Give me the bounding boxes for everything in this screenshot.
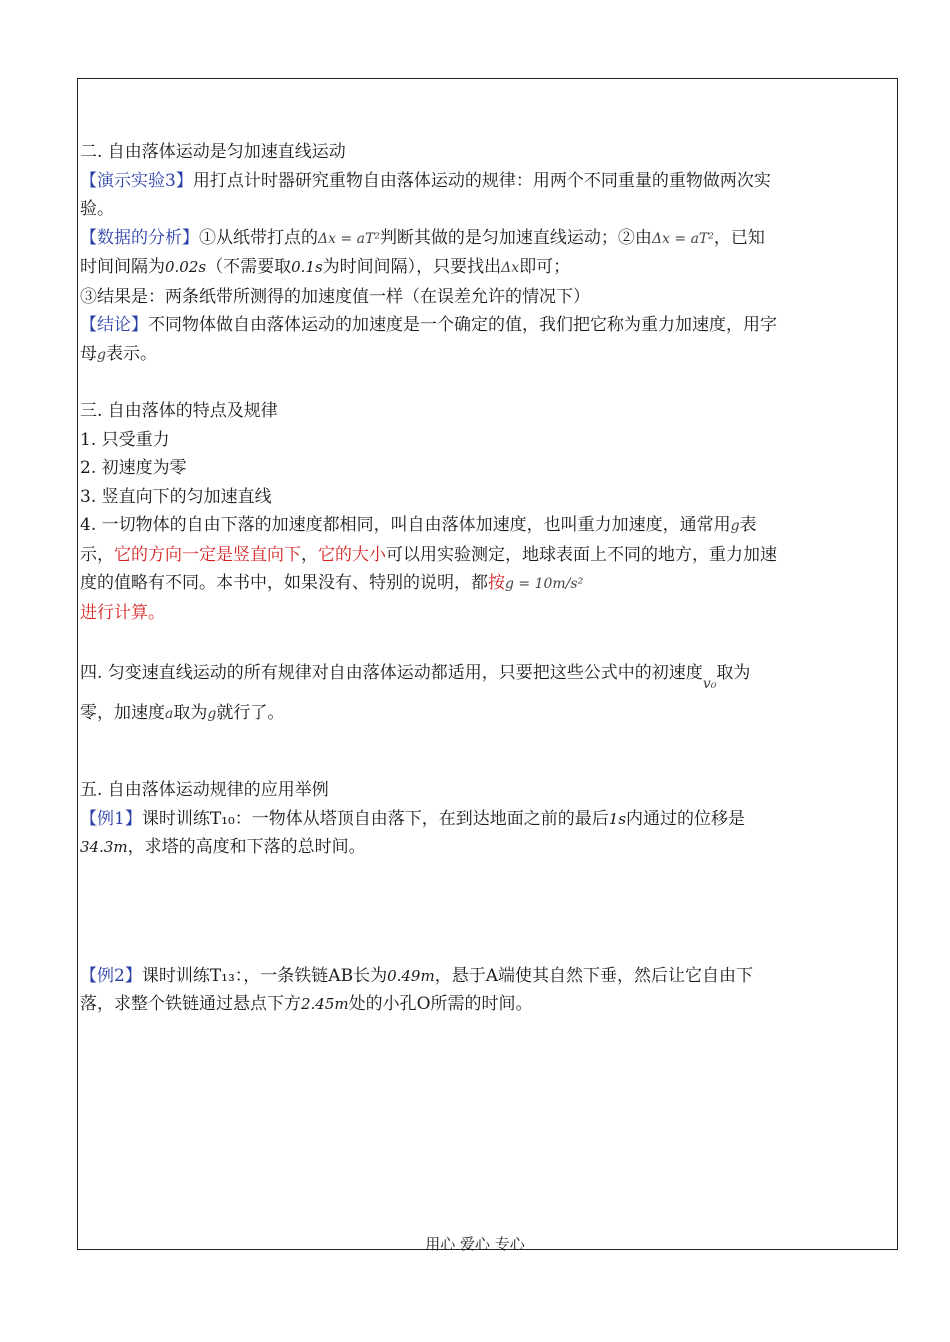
example-1-value: 34.3m [80,838,128,856]
example-1-1s: 1s [608,809,627,828]
symbol-g: g [97,346,106,363]
section3-item-3: 3. 竖直向下的匀加速直线 [80,486,272,507]
example-1-text-a: 课时训练T₁₀：一物体从塔顶自由落下，在到达地面之前的最后 [141,808,609,829]
demo-tag: 【演示实验3】 [80,170,193,191]
formula-g-10: g = 10m/s² [505,576,584,592]
conclusion-end: 表示。 [105,343,157,364]
conclusion-text: 不同物体做自由落体运动的加速度是一个确定的值，我们把它称为重力加速度，用字母 [80,315,777,364]
demo-text: 用打点计时器研究重物自由落体运动的规律：用两个不同重量的重物做两次实验。 [80,170,771,219]
section4-text-a: 四. 匀变速直线运动的所有规律对自由落体运动都适用，只要把这些公式中的初速度 [80,663,703,683]
item4-text-d: 可以用实验测定，地球表面上不同的地方，重力加速度的值略有不同。本书中，如果没有、特别的说明，都 [80,544,777,593]
page-footer: 用心 爱心 专心 [425,1235,525,1253]
analysis-paragraph [80,224,780,283]
analysis-tag: 【数据的分析】 [80,227,199,248]
symbol-g-section4: g [207,705,217,722]
section4-paragraph [80,659,780,728]
section4-text-c: 取为 [173,702,208,723]
item4-text-c: ， [301,544,318,565]
item4-red-magnitude: 它的大小 [318,544,386,565]
section3-title: 三. 自由落体的特点及规律 [80,401,278,421]
item4-red-calc: 进行计算。 [80,602,165,623]
item4-red-an: 按 [488,573,505,593]
example-2-text-a: 课时训练T₁₃：，一条铁链AB长为 [141,965,388,986]
section2-title: 二. 自由落体运动是匀加速直线运动 [80,142,346,162]
symbol-a: a [165,705,174,722]
formula-dx-at2: Δx = aT² [318,230,380,247]
section3-item-2: 2. 初速度为零 [80,458,187,478]
result-line: ③结果是：两条纸带所测得的加速度值一样（在误差允许的情况下） [80,286,590,307]
document-body [80,138,780,1019]
section5-title: 五. 自由落体运动规律的应用举例 [80,780,329,800]
example-2-tag: 【例2】 [80,965,142,986]
demo-paragraph [80,167,780,224]
analysis-text-f: 即可； [519,257,571,277]
conclusion-paragraph [80,311,780,369]
example-1-text-b: 内通过的位移是 [626,808,746,829]
symbol-g-item4: g [730,518,740,534]
item4-text-a: 4. 一切物体的自由下落的加速度都相同，叫自由落体加速度，也叫重力加速度，通常用 [80,515,731,535]
analysis-text-c: ，已知时间间隔为 [80,227,765,277]
symbol-v0: v₀ [702,676,717,692]
formula-dx-at2-second: Δx = aT² [651,230,714,247]
item4-red-direction: 它的方向一定是竖直向下 [114,544,301,565]
analysis-text-b: 判断其做的是匀加速直线运动；②由 [379,227,652,248]
value-002s: 0.02s [165,258,207,276]
example-2-value-2: 2.45m [301,995,349,1013]
section4-text-b: 取为零，加速度 [80,663,751,723]
symbol-dx: Δx [501,260,520,276]
example-2-text-c: 处的小孔O所需的时间。 [348,994,533,1014]
example-2 [80,962,780,1019]
value-01s: 0.1s [291,258,323,276]
section3-item-1: 1. 只受重力 [80,429,170,450]
example-1-text-c: ，求塔的高度和下落的总时间。 [127,837,366,857]
example-1 [80,805,780,862]
section3-item-4 [80,511,780,627]
section4-text-d: 就行了。 [216,702,285,723]
example-2-value-1: 0.49m [387,966,435,985]
example-1-tag: 【例1】 [80,808,142,829]
conclusion-tag: 【结论】 [80,315,148,335]
analysis-text-a: ①从纸带打点的 [199,227,318,248]
example-2-text-b: ，悬于A端使其自然下垂，然后让它自由下落，求整个铁链通过悬点下方 [80,965,753,1014]
analysis-text-d: （不需要取 [206,257,292,277]
item4-text-b: 表示， [80,515,757,565]
analysis-text-e: 为时间间隔），只要找出 [322,257,502,277]
